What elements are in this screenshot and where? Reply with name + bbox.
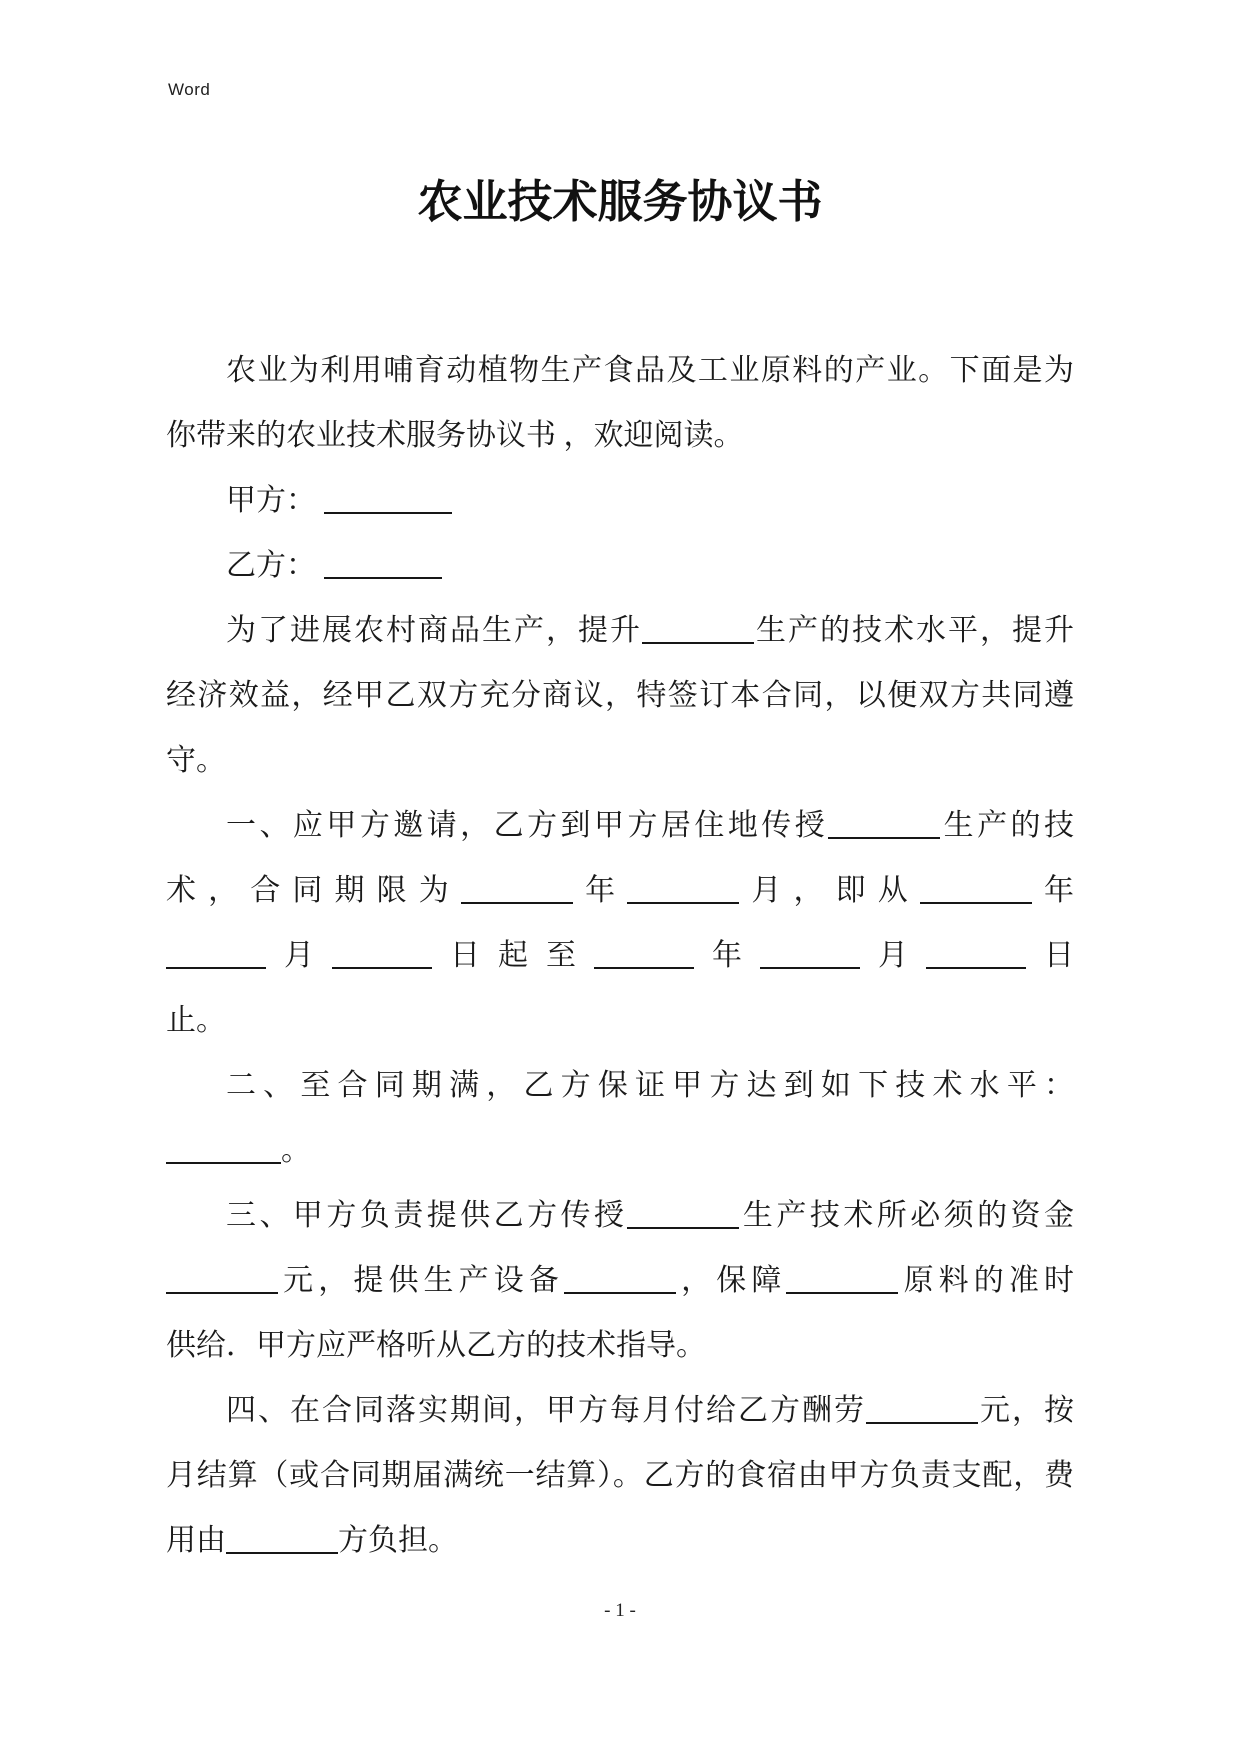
doc-text: ，保障 [676,1264,787,1297]
doc-text: 用由 [166,1524,226,1557]
doc-text: 元，按 [978,1394,1074,1427]
doc-text: 日 [1026,939,1074,972]
blank-field [866,1422,978,1424]
document-title: 农业技术服务协议书 [417,177,823,227]
doc-text: 四、在合同落实期间，甲方每月付给乙方酬劳 [226,1394,866,1427]
doc-text: 年 [1031,874,1075,907]
blank-field [760,967,860,969]
blank-field [324,577,442,579]
doc-text: 生产的技 [940,809,1075,842]
blank-field [324,512,452,514]
doc-line [166,793,1074,858]
doc-line [166,1443,1074,1508]
doc-text: 生产技术所必须的资金 [739,1199,1075,1232]
blank-field [166,1292,278,1294]
doc-text: 月 [860,939,926,972]
doc-line [166,923,1074,988]
blank-field [332,967,432,969]
doc-text: 乙方： [226,549,324,582]
doc-text: 止。 [166,1004,226,1037]
doc-text: 方负担。 [338,1524,458,1557]
doc-text: 农业为利用哺育动植物生产食品及工业原料的产业。下面是为 [226,354,1074,387]
doc-line [166,858,1074,923]
blank-field [166,967,266,969]
blank-field [926,967,1026,969]
blank-field [461,902,573,904]
doc-text: 。 [281,1134,311,1167]
blank-field [166,1162,281,1164]
doc-text: 元，提供生产设备 [278,1264,564,1297]
doc-line [166,338,1074,403]
doc-line [166,403,1074,468]
doc-line [166,468,1074,533]
doc-line [166,1118,1074,1183]
document-lines [166,338,1074,1573]
blank-field [920,902,1032,904]
doc-line [166,1313,1074,1378]
word-app-label: Word [168,80,211,99]
doc-text: 为了进展农村商品生产，提升 [226,614,642,647]
doc-text: 二、至合同期满，乙方保证甲方达到如下技术水平： [226,1069,1074,1102]
page-number: - 1 - [604,1600,636,1621]
doc-text: 年 [572,874,628,907]
doc-line [166,1378,1074,1443]
doc-text: 你带来的农业技术服务协议书 ，欢迎阅读。 [166,419,744,452]
blank-field [226,1552,338,1554]
blank-field [594,967,694,969]
doc-text: 一、应甲方邀请，乙方到甲方居住地传授 [226,809,829,842]
doc-text: 年 [694,939,760,972]
doc-text: 三、甲方负责提供乙方传授 [226,1199,628,1232]
doc-text: 月，即从 [739,874,920,907]
doc-line [166,728,1074,793]
doc-text: 术，合同期限为 [166,874,461,907]
blank-field [627,902,739,904]
blank-field [642,642,754,644]
doc-text: 生产的技术水平，提升 [754,614,1074,647]
blank-field [828,837,940,839]
doc-line [166,1248,1074,1313]
doc-text: 月 [266,939,332,972]
blank-field [564,1292,676,1294]
doc-line [166,1508,1074,1573]
doc-text: 经济效益，经甲乙双方充分商议，特签订本合同，以便双方共同遵 [166,679,1074,712]
blank-field [786,1292,898,1294]
doc-text: 甲方： [226,484,324,517]
doc-line [166,1183,1074,1248]
doc-text: 原料的准时 [898,1264,1075,1297]
blank-field [627,1227,739,1229]
doc-line [166,1053,1074,1118]
doc-text: 守。 [166,744,226,777]
doc-text: 供给．甲方应严格听从乙方的技术指导。 [166,1329,706,1362]
doc-text: 日起至 [432,939,594,972]
doc-line [166,598,1074,663]
doc-line [166,988,1074,1053]
doc-text: 月结算（或合同期届满统一结算）。乙方的食宿由甲方负责支配，费 [166,1459,1074,1492]
doc-line [166,533,1074,598]
doc-line [166,663,1074,728]
